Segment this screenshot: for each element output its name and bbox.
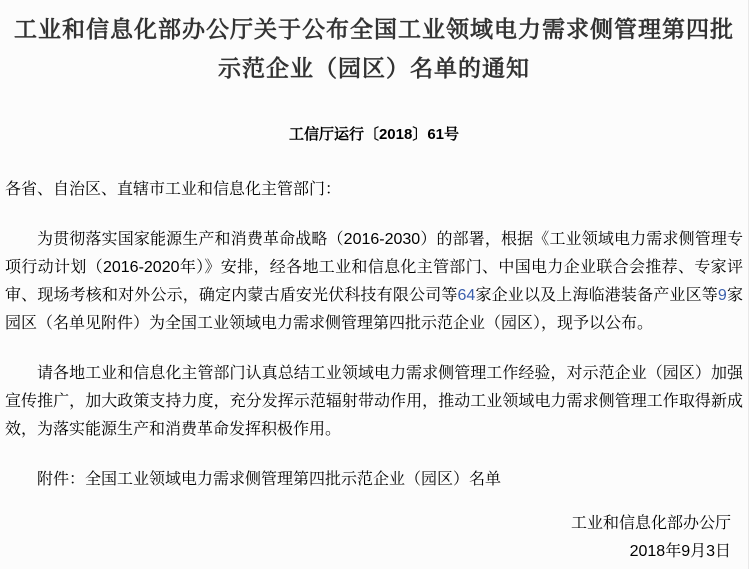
paragraph-announcement: [5, 226, 743, 338]
page-title: [5, 10, 743, 88]
page-title-line1: 工业和信息化部办公厅关于公布全国工业领域电力需求侧管理第四批: [14, 16, 734, 42]
enterprise-count-value: 64: [457, 287, 476, 304]
park-count-value: 9: [717, 287, 727, 304]
attachment-name: 全国工业领域电力需求侧管理第四批示范企业（园区）名单: [85, 471, 502, 488]
salutation: 各省、自治区、直辖市工业和信息化主管部门：: [5, 181, 342, 198]
paragraph1-text-b: 家企业以及上海临港装备产业区等: [475, 287, 718, 304]
document-number: 工信厅运行〔2018〕61号: [288, 126, 460, 143]
signature-date: 2018年9月3日: [629, 543, 731, 560]
attachment-line: [5, 466, 743, 494]
signature-block: [5, 510, 743, 566]
signer-name: 工业和信息化部办公厅: [570, 515, 731, 532]
paragraph-instructions: 请各地工业和信息化主管部门认真总结工业领域电力需求侧管理工作经验，对示范企业（园区）加强宣传推广，加大政策支持力度，充分发挥示范辐射带动作用，推动工业领域电力需求侧管理工作取得新成效，为落实能源生产和消费革命发挥积极作用。: [5, 365, 743, 438]
paragraph1-text-c: 家园区（名单见附件）为全国工业领域电力需求侧管理第四批示范企业（园区），现予以公布。: [5, 287, 743, 332]
attachment-label: 附件：: [37, 471, 86, 488]
paragraph1-text-a: 为贯彻落实国家能源生产和消费革命战略（2016-2030）的部署，根据《工业领域电力需求侧管理专项行动计划（2016-2020年）》安排，经各地工业和信息化主管部门、中国电力企业联合会推荐、专家评审、现场考核和对外公示，确定内蒙古盾安光伏科技有限公司等: [5, 231, 743, 304]
page-title-line2: 示范企业（园区）名单的通知: [218, 55, 530, 81]
document-body: [5, 176, 743, 566]
